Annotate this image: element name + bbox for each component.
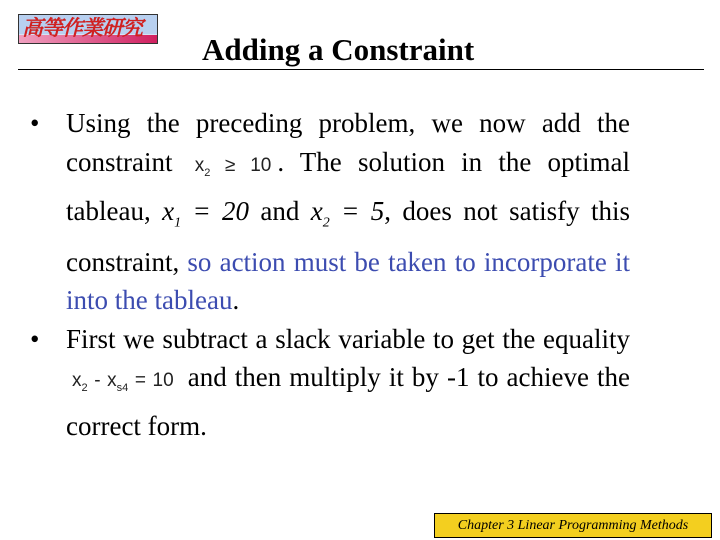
bullet-1-text-b: . The solution in the optimal tableau, <box>66 146 631 226</box>
x2-sub: 2 <box>322 215 330 231</box>
bullet-1-highlight: so action must be taken to incorporate it into the tableau <box>66 246 630 316</box>
bullet-1-text-d: , does not satisfy this constraint, <box>66 195 630 277</box>
bullet-1-text-c: and <box>260 195 300 226</box>
x1-var: x <box>162 195 175 226</box>
bullet-1-text-a: Using the preceding problem, we now add the constraint <box>66 108 630 177</box>
constraint-math <box>189 154 278 179</box>
footer-chapter-label: Chapter 3 Linear Programming Methods <box>434 513 712 538</box>
x2-value: = 5 <box>341 195 385 226</box>
math-sub-b: s4 <box>116 381 129 394</box>
bullet-dot: • <box>30 108 40 138</box>
math-rhs: = 10 <box>134 370 174 392</box>
math-sub-a: 2 <box>81 381 88 394</box>
bullet-2-text-a: First we subtract a slack variable to get the equality <box>66 323 630 354</box>
math-sub: 2 <box>204 166 211 179</box>
title-divider <box>18 69 704 70</box>
slide-body <box>30 104 630 446</box>
math-rhs: 10 <box>250 154 272 176</box>
slide-title: Adding a Constraint <box>202 32 475 67</box>
x1-value: = 20 <box>192 195 250 226</box>
bullet-dot: • <box>30 323 40 354</box>
logo-badge <box>18 14 158 44</box>
math-op: ≥ <box>225 154 236 176</box>
x2-var: x <box>310 195 323 226</box>
bullet-1 <box>30 104 630 320</box>
equality-math <box>66 370 180 394</box>
math-var: x <box>194 154 205 176</box>
bullet-2-text-b: and then multiply it by -1 to achieve the correct form. <box>66 362 631 442</box>
bullet-1-text-e: . <box>232 285 240 316</box>
bullet-2 <box>30 320 630 446</box>
x1-symbol <box>162 195 182 231</box>
math-minus: - x <box>94 370 117 392</box>
math-var-a: x <box>72 370 82 392</box>
logo-text: 高等作業研究 <box>22 16 142 40</box>
x2-symbol <box>310 195 330 231</box>
x1-sub: 1 <box>174 215 182 231</box>
